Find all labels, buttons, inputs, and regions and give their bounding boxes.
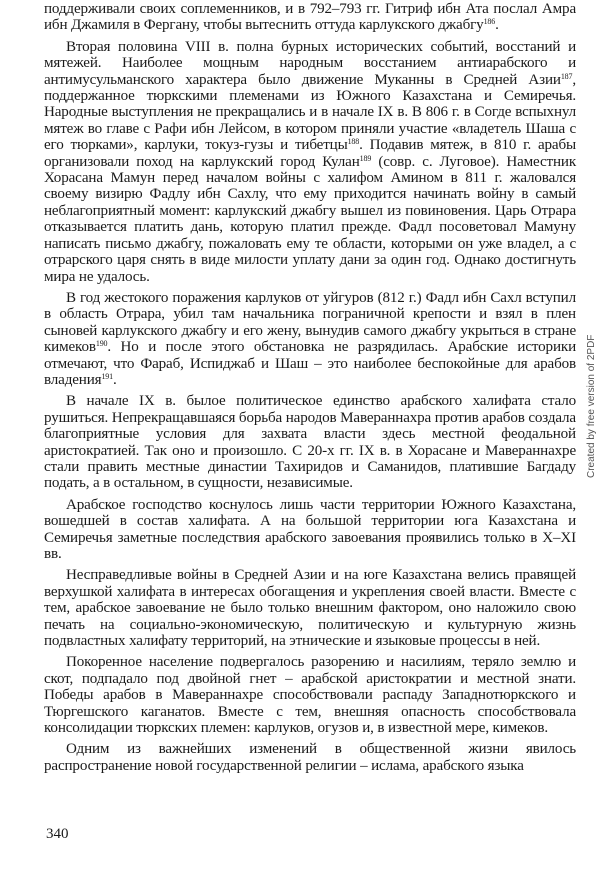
watermark (584, 318, 596, 478)
paragraph (44, 393, 576, 491)
text-run: Несправедливые войны в Средней Азии и на юге Казахстана велись правящей верхушкой халифата в интересах обогащения и укрепления своей власти. Вместе с тем, арабское завоевание не было только внешним фактором, оно наложило свою печать на социально-экономическую, политическую и культурную жизнь подвластных халифату территорий, на этнические и языковые процессы в ней. (44, 567, 576, 650)
text-run: Арабское господство коснулось лишь части территории Южного Казахстана, вошедшей в состав халифата. А на большой территории юга Казахстана и Семиречья заметные последствия арабского завоевания проявились только в X–XI вв. (44, 496, 576, 562)
text-run: Покоренное население подвергалось разорению и насилиям, теряло землю и скот, подпадало под двойной гнет – арабской аристократии и местной знати. Победы арабов в Мавераннахре способствовали распаду Западнотюркского и Тюргешского каганатов. Вместе с тем, внешняя опасность способствовала консолидации тюркских племен: карлуков, огузов и, в известной мере, кимеков. (44, 654, 576, 737)
text-run: Вторая половина VIII в. полна бурных исторических событий, восстаний и мятежей. Наиболее мощным народным восстанием антиарабского и антимусульманского характера было движение Муканны в Средней Азии (44, 38, 576, 88)
footnote-ref: 189 (359, 153, 372, 163)
text-run: (совр. с. Луговое). Наместник Хорасана Мамун перед началом войны с халифом Амином в 811 г. жаловался своему визирю Фадлу ибн Сахлу, что ему приходится начинать войну в самый неблагоприятный момент: карлукский джабгу вышел из повиновения. Царь Отрара отказывается платить дань, которую платил прежде. Фадл посоветовал Мамуну написать письмо джабгу, пожаловать ему те области, которыми он уже владел, а с отрарского царя снять в виде милости уплату дани за один год. Однако достигнуть мира не удалось. (44, 153, 577, 285)
paragraph (44, 567, 576, 649)
footnote-ref: 191 (101, 371, 113, 381)
text-run: . (495, 17, 499, 34)
footnote-ref: 188 (347, 137, 360, 147)
watermark-text: Created by free version of 2PDF (586, 334, 597, 478)
text-run: . (113, 371, 117, 388)
paragraph (44, 39, 576, 285)
text-run: Одним из важнейших изменений в общественной жизни явилось распространение новой государственной религии – ислама, арабского языка (44, 741, 576, 774)
text-run: , поддержанное тюркскими племенами из Южного Казахстана и Семиречья. Народные выступления не прекращались и в начале IX в. В 806 г. в Согде вспыхнул мятеж во главе с Рафи ибн Лейсом, в котором приняли участие «владетель Шаша с его тюрками», карлуки, токуз-гузы и тибетцы (44, 71, 576, 154)
footnote-ref: 187 (560, 71, 573, 81)
text-run: . Подавив мятеж, в 810 г. арабы организовали поход на карлукский город Кулан (44, 137, 576, 170)
text-run: В начале IX в. былое политическое единство арабского халифата стало рушиться. Непрекращавшаяся борьба народов Мавераннахра против арабов создала благоприятные условия для захвата власти здесь местной феодальной аристократией. Так оно и произошло. С 20-х гг. IX в. в Хорасане и Мавераннахре стали править местные династии Тахиридов и Саманидов, платившие Багдаду подать, а в остальном, в сущности, независимые. (44, 393, 576, 492)
text-run: поддерживали своих соплеменников, и в 792–793 гг. Гитриф ибн Ата послал Амра ибн Джамиля в Фергану, чтобы вытеснить оттуда карлукского джабгу (44, 1, 576, 34)
paragraph (44, 497, 576, 563)
text-run: . Но и после этого обстановка не разрядилась. Арабские историки отмечают, что Фараб, Испиджаб и Шаш – это наиболее беспокойные для арабов владения (44, 339, 576, 388)
paragraph (44, 654, 576, 736)
body-text (44, 1, 576, 779)
page-number: 340 (46, 826, 69, 842)
paragraph (44, 1, 576, 34)
paragraph (44, 741, 576, 774)
footnote-ref: 186 (483, 17, 496, 27)
text-run: В год жестокого поражения карлуков от уйгуров (812 г.) Фадл ибн Сахл вступил в область Отрара, убил там начальника пограничной крепости и взял в плен сыновей карлукского джабгу и его жену, вынудив самого джабгу укрыться в стране кимеков (44, 289, 576, 356)
paragraph (44, 290, 576, 388)
footnote-ref: 190 (95, 339, 108, 349)
